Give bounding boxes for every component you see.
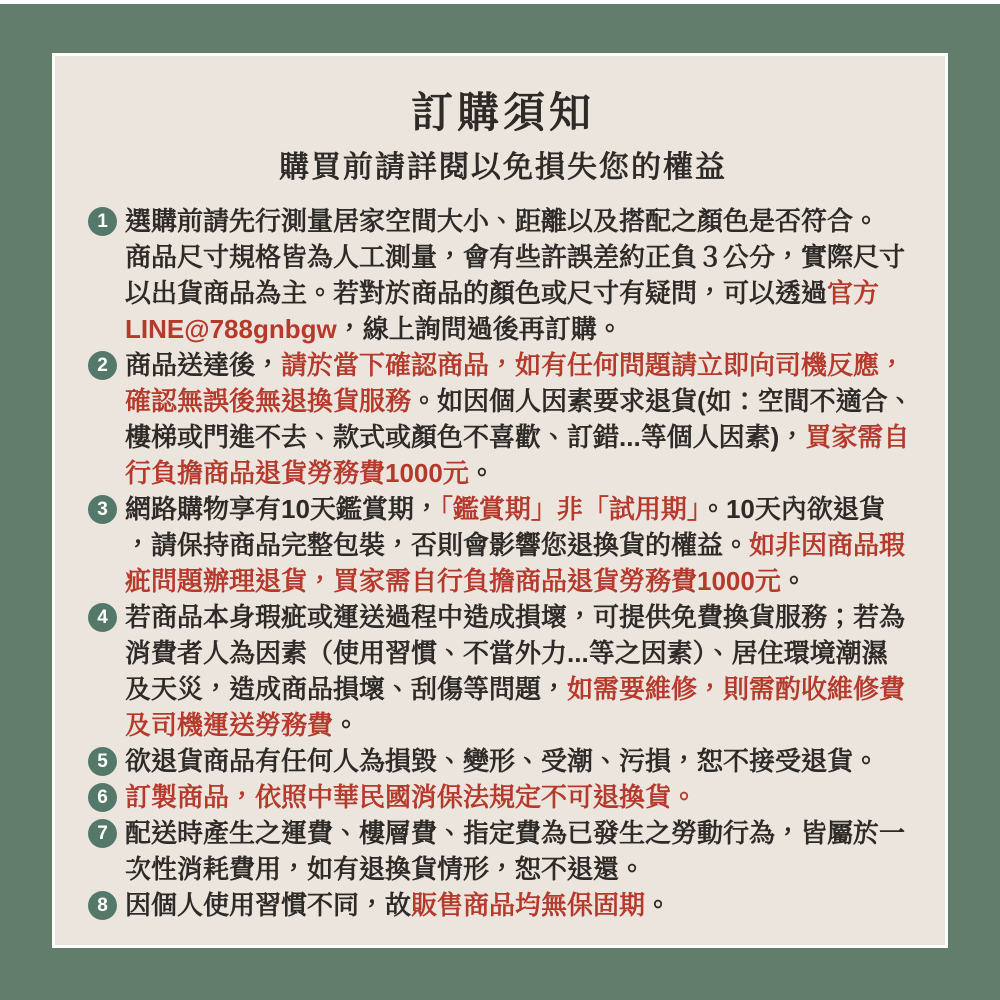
notice-item-8 (88, 887, 918, 923)
item-number-badge: 1 (88, 207, 117, 236)
text-line (125, 491, 905, 527)
item-text (125, 815, 905, 887)
notice-item-6 (88, 779, 918, 815)
text-line (125, 779, 697, 815)
notice-item-4 (88, 599, 918, 743)
body-text: 網路購物享有10天鑑賞期， (125, 494, 440, 524)
text-line (125, 851, 905, 887)
body-text: ，線上詢問過後再訂購。 (336, 314, 623, 344)
page-subtitle: 購買前請詳閱以免損失您的權益 (279, 151, 727, 184)
text-line (125, 671, 905, 707)
text-line (125, 383, 914, 419)
highlight-text: 請於當下確認商品，如有任何問題請立即向司機反應， (281, 350, 906, 380)
highlight-text: 行負擔商品退貨勞務費1000元 (125, 458, 469, 488)
text-line (125, 239, 905, 275)
item-text (125, 887, 671, 923)
text-line (125, 887, 671, 923)
item-text (125, 743, 879, 779)
body-text: 配送時產生之運費、樓層費、指定費為已發生之勞動行為，皆屬於一 (125, 818, 906, 848)
text-line (125, 815, 905, 851)
item-number-badge: 2 (88, 351, 117, 380)
notice-item-2 (88, 347, 918, 491)
notice-item-7 (88, 815, 918, 887)
body-text: 。 (780, 566, 807, 596)
item-text (125, 779, 697, 815)
text-line (125, 599, 905, 635)
notice-card (52, 53, 948, 948)
text-line (125, 563, 905, 599)
item-text (125, 203, 905, 347)
page-title: 訂購須知 (410, 89, 595, 136)
body-text: 商品尺寸規格皆為人工測量，會有些許誤差約正負３公分，實際尺寸 (125, 242, 906, 272)
notice-item-1 (88, 203, 918, 347)
highlight-text: 「鑑賞期」非「試用期」 (439, 494, 700, 524)
body-text: 。10天內欲退貨 (699, 494, 885, 524)
text-line (125, 347, 914, 383)
body-text: ，請保持商品完整包裝，否則會影響您退換貨的權益。 (125, 530, 750, 560)
body-text: 。如因個人因素要求退貨(如：空間不適合、 (411, 386, 914, 416)
body-text: 。 (468, 458, 495, 488)
text-line (125, 635, 905, 671)
body-text: 若商品本身瑕疵或運送過程中造成損壞，可提供免費換貨服務；若為 (125, 602, 906, 632)
highlight-text: 訂製商品，依照中華民國消保法規定不可退換貨。 (125, 782, 698, 812)
item-number-badge: 3 (88, 495, 117, 524)
text-line (125, 311, 905, 347)
body-text: 次性消耗費用，如有退換貨情形，恕不退還。 (125, 854, 646, 884)
item-text (125, 347, 914, 491)
item-text (125, 491, 905, 599)
highlight-text: 如需要維修，則需酌收維修費 (567, 674, 906, 704)
body-text: 因個人使用習慣不同，故 (125, 890, 412, 920)
highlight-text: 買家需自 (805, 422, 910, 452)
body-text: 欲退貨商品有任何人為損毀、變形、受潮、污損，恕不接受退貨。 (125, 746, 880, 776)
item-number-badge: 7 (88, 819, 117, 848)
notice-item-5 (88, 743, 918, 779)
text-line (125, 275, 905, 311)
body-text: 選購前請先行測量居家空間大小、距離以及搭配之顏色是否符合。 (125, 206, 880, 236)
highlight-text: 官方 (827, 278, 880, 308)
text-line (125, 203, 905, 239)
item-number-badge: 4 (88, 603, 117, 632)
item-text (125, 599, 905, 743)
highlight-text: 販售商品均無保固期 (411, 890, 646, 920)
body-text: 商品送達後， (125, 350, 282, 380)
body-text: 。 (645, 890, 672, 920)
text-line (125, 743, 879, 779)
body-text: 以出貨商品為主。若對於商品的顏色或尺寸有疑問，可以透過 (125, 278, 828, 308)
item-number-badge: 6 (88, 783, 117, 812)
notice-item-3 (88, 491, 918, 599)
body-text: 樓梯或門進不去、款式或顏色不喜歡、訂錯...等個人因素)， (125, 422, 806, 452)
text-line (125, 527, 905, 563)
highlight-text: 及司機運送勞務費 (125, 710, 334, 740)
highlight-text: LINE@788gnbgw (125, 314, 337, 344)
text-line (125, 455, 914, 491)
text-line (125, 419, 914, 455)
highlight-text: 確認無誤後無退換貨服務 (125, 386, 412, 416)
body-text: 消費者人為因素（使用習慣、不當外力...等之因素）、居住環境潮濕 (125, 638, 888, 668)
highlight-text: 如非因商品瑕 (749, 530, 906, 560)
item-number-badge: 8 (88, 891, 117, 920)
body-text: 及天災，造成商品損壞、刮傷等問題， (125, 674, 568, 704)
item-number-badge: 5 (88, 747, 117, 776)
highlight-text: 疵問題辦理退貨，買家需自行負擔商品退貨勞務費1000元 (125, 566, 781, 596)
body-text: 。 (333, 710, 360, 740)
text-line (125, 707, 905, 743)
notice-list (88, 203, 918, 923)
